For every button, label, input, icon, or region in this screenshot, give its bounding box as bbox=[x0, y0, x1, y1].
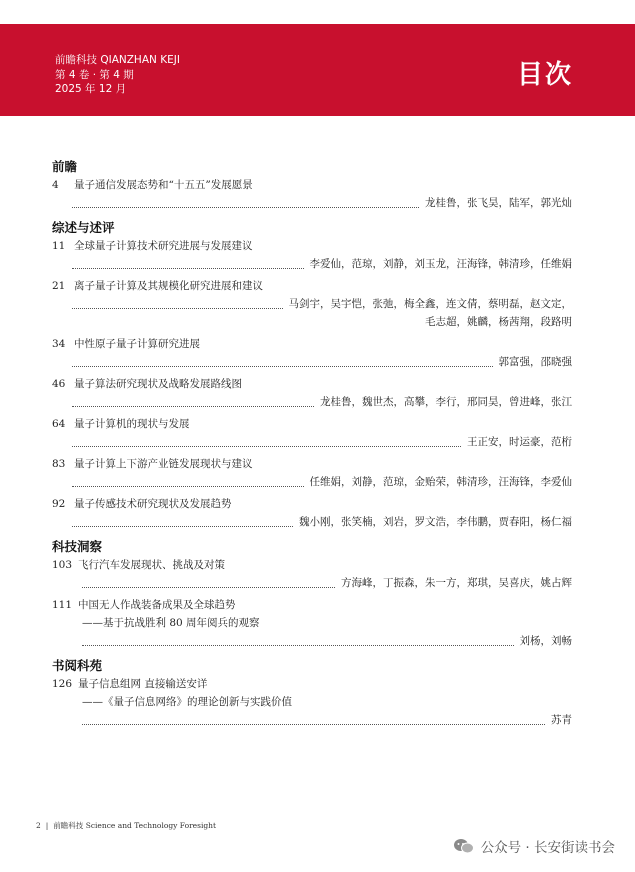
table-of-contents bbox=[52, 155, 572, 735]
toc-entry[interactable] bbox=[52, 176, 572, 212]
dot-leader bbox=[72, 307, 283, 309]
entry-authors: 苏青 bbox=[551, 714, 572, 726]
entry-author-row bbox=[52, 194, 572, 212]
watermark-text: 公众号 · 长安街读书会 bbox=[480, 840, 615, 856]
entry-title: 量子传感技术研究现状及发展趋势 bbox=[74, 498, 232, 510]
entry-authors: 李爱仙，范琼，刘静，刘玉龙，汪海锋，韩清珍，任维娟 bbox=[309, 258, 572, 270]
entry-page-number: 103 bbox=[52, 559, 73, 571]
entry-title: 中国无人作战装备成果及全球趋势 bbox=[78, 599, 236, 611]
entry-author-row bbox=[52, 513, 572, 531]
entry-title-row bbox=[52, 596, 572, 614]
entry-title-row bbox=[52, 675, 572, 693]
entry-author-row bbox=[52, 433, 572, 451]
toc-entry[interactable] bbox=[52, 455, 572, 491]
toc-entry[interactable] bbox=[52, 237, 572, 273]
entry-authors: 王正安，时运豪，范桁 bbox=[467, 436, 572, 448]
entry-authors: 刘杨，刘畅 bbox=[519, 635, 572, 647]
entry-page-number: 83 bbox=[52, 458, 66, 470]
entry-title: 中性原子量子计算研究进展 bbox=[74, 338, 200, 350]
section-title: 书阅科苑 bbox=[52, 658, 103, 673]
section-title: 前瞻 bbox=[52, 159, 78, 174]
dot-leader bbox=[72, 405, 314, 407]
entry-authors: 龙桂鲁，张飞昊，陆军，郭光灿 bbox=[425, 197, 572, 209]
entry-authors: 任维娟，刘静，范琼，金贻荣，韩清珍，汪海锋，李爱仙 bbox=[309, 476, 572, 488]
entry-author-row bbox=[52, 574, 572, 592]
entry-title: 离子量子计算及其规模化研究进展和建议 bbox=[74, 280, 263, 292]
dot-leader bbox=[72, 445, 461, 447]
dot-leader bbox=[72, 267, 304, 269]
entry-author-row bbox=[52, 393, 572, 411]
dot-leader bbox=[82, 644, 514, 646]
toc-section bbox=[52, 537, 572, 650]
entry-subtitle: ——《量子信息网络》的理论创新与实践价值 bbox=[82, 696, 292, 708]
toc-entry[interactable] bbox=[52, 375, 572, 411]
entry-author-row bbox=[52, 295, 572, 313]
dot-leader bbox=[72, 485, 304, 487]
section-title: 综述与述评 bbox=[52, 220, 115, 235]
page-number: 2 bbox=[36, 821, 41, 830]
footer-separator: | bbox=[45, 821, 49, 830]
entry-title-row bbox=[52, 495, 572, 513]
dot-leader bbox=[82, 586, 335, 588]
journal-name: 前瞻科技 QIANZHAN KEJI bbox=[55, 54, 180, 66]
journal-meta bbox=[55, 53, 180, 97]
entry-page-number: 46 bbox=[52, 378, 66, 390]
entry-title-row bbox=[52, 277, 572, 295]
toc-entry[interactable] bbox=[52, 495, 572, 531]
toc-entry[interactable] bbox=[52, 556, 572, 592]
issue-number: 第 4 卷 · 第 4 期 bbox=[55, 68, 134, 81]
entry-page-number: 34 bbox=[52, 338, 66, 350]
entry-page-number: 111 bbox=[52, 599, 73, 611]
section-title: 科技洞察 bbox=[52, 539, 103, 554]
dot-leader bbox=[82, 723, 545, 725]
entry-title-row bbox=[52, 455, 572, 473]
entry-page-number: 21 bbox=[52, 280, 66, 292]
entry-author-row bbox=[52, 632, 572, 650]
toc-entry[interactable] bbox=[52, 415, 572, 451]
dot-leader bbox=[72, 525, 293, 527]
entry-title-row bbox=[52, 556, 572, 574]
page-title: 目次 bbox=[516, 60, 573, 90]
entry-authors: 方海峰，丁振森，朱一方，郑琪，吴喜庆，姚占辉 bbox=[341, 577, 572, 589]
entry-author-row bbox=[52, 473, 572, 491]
entry-author-row bbox=[52, 255, 572, 273]
entry-author-row bbox=[52, 353, 572, 371]
toc-section bbox=[52, 157, 572, 212]
entry-title: 量子信息组网 直接输送安详 bbox=[78, 678, 208, 690]
toc-section bbox=[52, 656, 572, 729]
entry-page-number: 126 bbox=[52, 678, 73, 690]
entry-title: 量子计算机的现状与发展 bbox=[74, 418, 190, 430]
watermark bbox=[453, 836, 615, 856]
dot-leader bbox=[72, 206, 419, 208]
page-footer bbox=[36, 820, 216, 831]
entry-authors-continued: 毛志超，姚麟，杨茜翔，段路明 bbox=[425, 316, 572, 328]
entry-authors: 龙桂鲁，魏世杰，高攀，李行，邢同昊，曾进峰，张江 bbox=[320, 396, 572, 408]
entry-title-row bbox=[52, 415, 572, 433]
entry-title: 飞行汽车发展现状、挑战及对策 bbox=[78, 559, 225, 571]
toc-section bbox=[52, 218, 572, 531]
entry-title-row bbox=[52, 335, 572, 353]
entry-authors: 郭富强，邵晓强 bbox=[498, 356, 572, 368]
entry-title-row bbox=[52, 375, 572, 393]
entry-title: 量子计算上下游产业链发展现状与建议 bbox=[74, 458, 253, 470]
entry-page-number: 92 bbox=[52, 498, 66, 510]
entry-title: 全球量子计算技术研究进展与发展建议 bbox=[74, 240, 253, 252]
toc-entry[interactable] bbox=[52, 335, 572, 371]
entry-page-number: 11 bbox=[52, 240, 66, 252]
entry-subtitle: ——基于抗战胜利 80 周年阅兵的观察 bbox=[82, 617, 260, 629]
footer-journal: 前瞻科技 Science and Technology Foresight bbox=[53, 821, 217, 830]
entry-title-row bbox=[52, 176, 572, 194]
toc-entry[interactable] bbox=[52, 596, 572, 650]
entry-title-row bbox=[52, 237, 572, 255]
dot-leader bbox=[72, 365, 493, 367]
entry-authors: 马剑宇，吴宇恺，张弛，梅全鑫，连文倩，蔡明磊，赵文定， bbox=[288, 298, 572, 310]
entry-page-number: 64 bbox=[52, 418, 66, 430]
entry-title: 量子算法研究现状及战略发展路线图 bbox=[74, 378, 242, 390]
entry-title: 量子通信发展态势和“十五五”发展愿景 bbox=[74, 179, 253, 191]
toc-entry[interactable] bbox=[52, 277, 572, 331]
toc-entry[interactable] bbox=[52, 675, 572, 729]
wechat-icon bbox=[453, 838, 475, 854]
entry-author-row bbox=[52, 711, 572, 729]
entry-authors: 魏小刚，张笑楠，刘岩，罗文浩，李伟鹏，贾春阳，杨仁福 bbox=[299, 516, 572, 528]
header-banner bbox=[0, 24, 635, 116]
issue-date: 2025 年 12 月 bbox=[55, 83, 127, 95]
entry-page-number: 4 bbox=[52, 179, 59, 191]
